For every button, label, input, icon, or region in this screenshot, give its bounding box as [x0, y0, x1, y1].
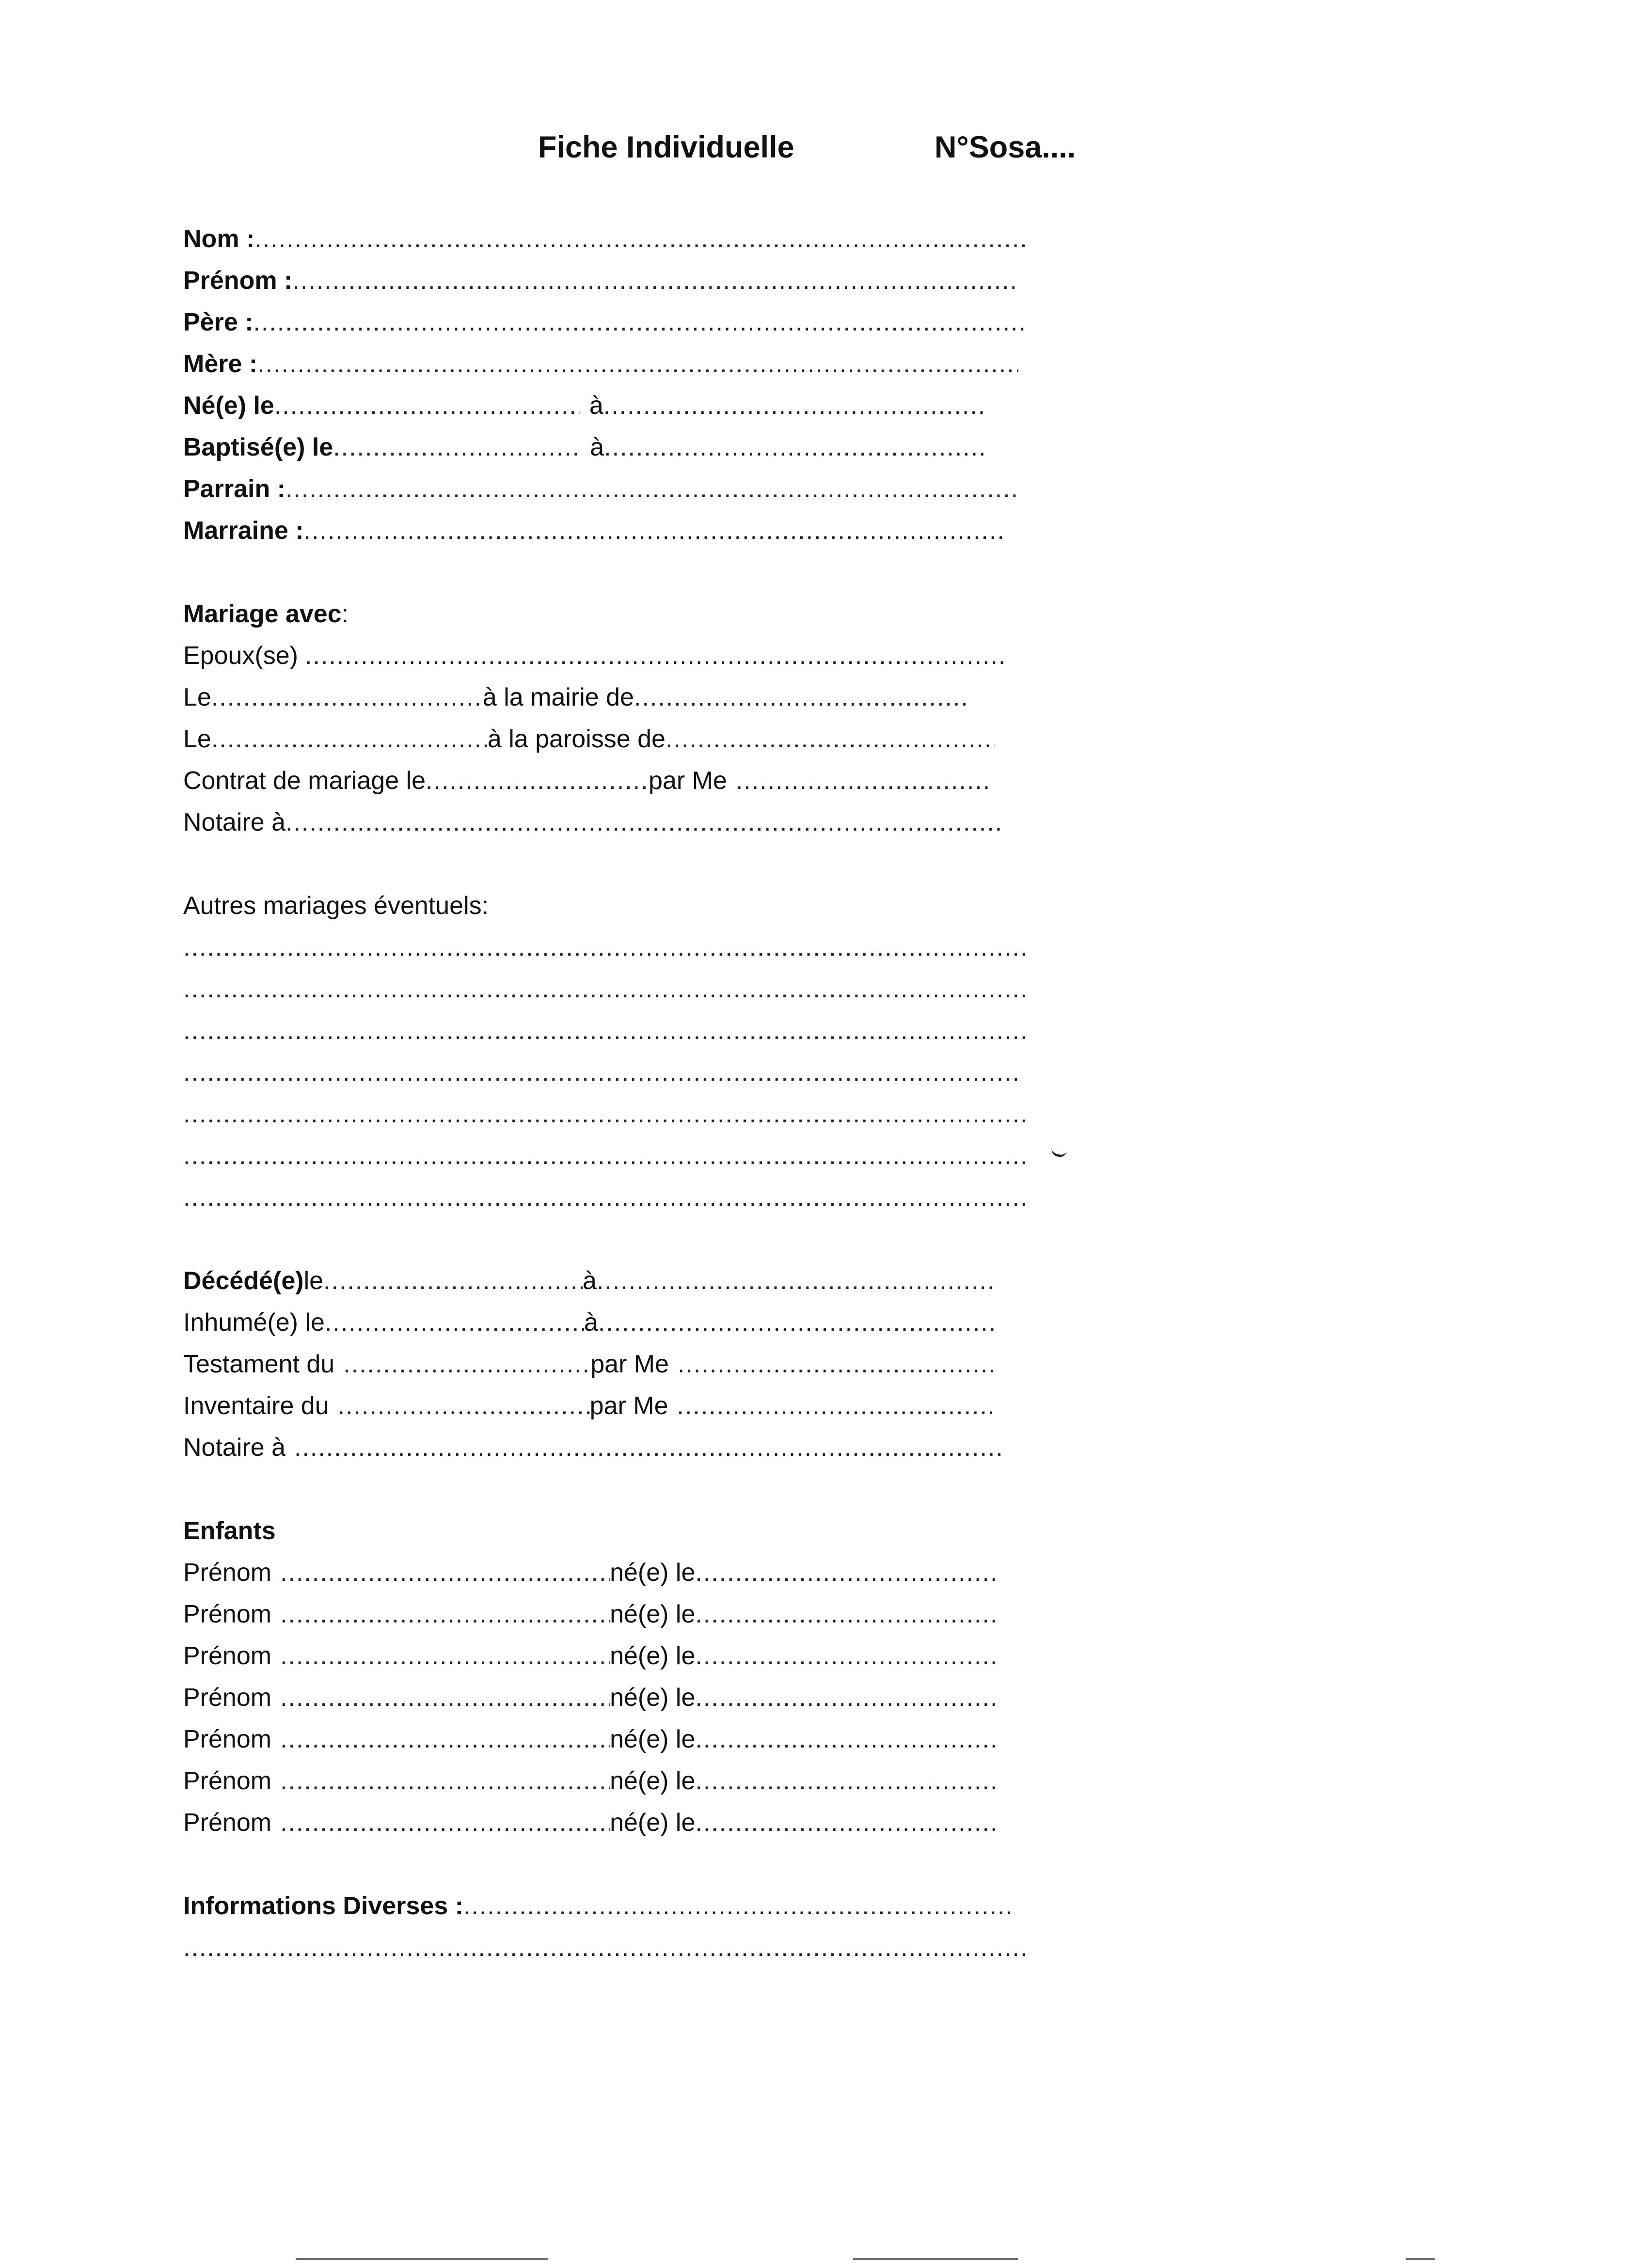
- enfant-date-field[interactable]: [695, 1718, 998, 1760]
- inventaire-notaire-field[interactable]: [677, 1385, 992, 1427]
- mairie-le-label: Le: [183, 683, 211, 711]
- testament-date-field[interactable]: [343, 1343, 590, 1385]
- mariage-notaire-row: [183, 802, 1003, 843]
- mairie-label: à la mairie de: [482, 683, 634, 711]
- enfants-heading-row: [183, 1510, 276, 1552]
- autres-mariages-field[interactable]: [183, 1052, 1022, 1093]
- enfant-nee-le-label: né(e) le: [610, 1767, 696, 1795]
- enfant-row: [183, 1677, 998, 1718]
- autres-mariages-line: [183, 1010, 1027, 1052]
- mariage-heading: Mariage avec: [183, 600, 342, 628]
- autres-mariages-line: [183, 968, 1027, 1010]
- enfant-row: [183, 1802, 998, 1843]
- autres-mariages-field[interactable]: [183, 1093, 1027, 1135]
- enfant-nee-le-label: né(e) le: [610, 1600, 696, 1628]
- enfant-prenom-label: Prénom: [183, 1559, 272, 1587]
- bapteme-lieu-field[interactable]: [604, 426, 987, 468]
- parrain-label: Parrain :: [183, 475, 285, 503]
- pere-label: Père :: [183, 308, 254, 336]
- enfants-heading: Enfants: [183, 1517, 276, 1545]
- nom-label: Nom :: [183, 225, 255, 253]
- enfant-date-field[interactable]: [695, 1635, 998, 1677]
- informations-extra-field[interactable]: [183, 1927, 1027, 1969]
- autres-mariages-line: [183, 927, 1027, 968]
- scan-artifact: [296, 2258, 548, 2260]
- deces-notaire-row: [183, 1427, 1004, 1468]
- pere-row: [183, 301, 1024, 343]
- contrat-label: Contrat de mariage le: [183, 767, 426, 795]
- enfant-date-field[interactable]: [695, 1677, 998, 1718]
- enfant-prenom-label: Prénom: [183, 1809, 272, 1837]
- autres-mariages-heading-row: [183, 885, 489, 927]
- inventaire-label: Inventaire du: [183, 1392, 329, 1420]
- scan-artifact: [853, 2258, 1018, 2260]
- mariage-notaire-field[interactable]: [285, 802, 1003, 843]
- autres-mariages-field[interactable]: [183, 1135, 1027, 1177]
- contrat-row: [183, 760, 988, 802]
- nom-row: [183, 218, 1025, 260]
- enfant-row: [183, 1718, 998, 1760]
- deces-a-label: à: [583, 1267, 597, 1295]
- sosa-number: N°Sosa....: [935, 130, 1076, 164]
- enfant-nee-le-label: né(e) le: [610, 1725, 696, 1753]
- enfant-nee-le-label: né(e) le: [610, 1559, 696, 1587]
- decede-le-label: le: [303, 1267, 324, 1295]
- autres-mariages-field[interactable]: [183, 968, 1027, 1010]
- inhumation-row: [183, 1302, 996, 1343]
- enfant-prenom-field[interactable]: [280, 1635, 610, 1677]
- naissance-date-field[interactable]: [274, 385, 580, 426]
- enfant-row: [183, 1760, 998, 1802]
- enfant-date-field[interactable]: [695, 1760, 998, 1802]
- inhume-le-label: Inhumé(e) le: [183, 1308, 325, 1337]
- enfant-prenom-label: Prénom: [183, 1642, 272, 1670]
- paroisse-lieu-field[interactable]: [666, 718, 995, 760]
- marraine-row: [183, 510, 1004, 551]
- enfant-prenom-label: Prénom: [183, 1767, 272, 1795]
- mairie-date-field[interactable]: [211, 677, 483, 718]
- enfant-prenom-field[interactable]: [280, 1718, 610, 1760]
- mere-field[interactable]: [257, 343, 1018, 385]
- enfant-nee-le-label: né(e) le: [610, 1684, 696, 1712]
- ne-le-label: Né(e) le: [183, 392, 274, 420]
- informations-label: Informations Diverses :: [183, 1892, 463, 1920]
- autres-mariages-line: [183, 1093, 1027, 1135]
- epoux-field[interactable]: [305, 635, 1008, 677]
- paroisse-le-label: Le: [183, 725, 211, 753]
- deces-notaire-field[interactable]: [294, 1427, 1004, 1468]
- epoux-label: Epoux(se): [183, 642, 298, 670]
- autres-mariages-heading: Autres mariages éventuels:: [183, 892, 489, 920]
- deces-row: [183, 1260, 994, 1302]
- naissance-a-label: à: [589, 392, 603, 420]
- inhumation-a-label: à: [584, 1308, 598, 1337]
- mariage-heading-row: [183, 593, 349, 635]
- enfant-prenom-field[interactable]: [280, 1802, 610, 1843]
- autres-mariages-field[interactable]: [183, 1010, 1027, 1052]
- mere-row: [183, 343, 1018, 385]
- naissance-row: [183, 385, 986, 426]
- bapteme-date-field[interactable]: [333, 426, 580, 468]
- autres-mariages-line: [183, 1052, 1022, 1093]
- enfant-nee-le-label: né(e) le: [610, 1642, 696, 1670]
- autres-mariages-line: [183, 1177, 1027, 1218]
- contrat-date-field[interactable]: [426, 760, 649, 802]
- mere-label: Mère :: [183, 350, 258, 378]
- scan-speck: [1050, 1148, 1067, 1158]
- bapteme-a-label: à: [590, 433, 604, 461]
- autres-mariages-field[interactable]: [183, 1177, 1027, 1218]
- naissance-lieu-field[interactable]: [603, 385, 986, 426]
- enfant-prenom-label: Prénom: [183, 1684, 272, 1712]
- prenom-row: [183, 260, 1014, 301]
- autres-mariages-field[interactable]: [183, 927, 1027, 968]
- informations-field[interactable]: [463, 1885, 1014, 1927]
- enfant-prenom-label: Prénom: [183, 1600, 272, 1628]
- testament-par-me-label: par Me: [590, 1350, 669, 1378]
- deces-date-field[interactable]: [323, 1260, 583, 1302]
- informations-line: [183, 1927, 1027, 1969]
- enfant-date-field[interactable]: [695, 1802, 998, 1843]
- contrat-par-me-label: par Me: [649, 767, 727, 795]
- testament-label: Testament du: [183, 1350, 335, 1378]
- enfant-prenom-label: Prénom: [183, 1725, 272, 1753]
- testament-notaire-field[interactable]: [678, 1343, 993, 1385]
- paroisse-date-field[interactable]: [211, 718, 488, 760]
- enfant-prenom-field[interactable]: [280, 1760, 610, 1802]
- enfant-row: [183, 1552, 998, 1593]
- bapteme-row: [183, 426, 987, 468]
- enfant-date-field[interactable]: [695, 1552, 998, 1593]
- autres-mariages-line: [183, 1135, 1027, 1177]
- epoux-row: [183, 635, 1008, 677]
- parrain-row: [183, 468, 1017, 510]
- paroisse-label: à la paroisse de: [487, 725, 666, 753]
- enfant-row: [183, 1593, 998, 1635]
- nom-field[interactable]: [254, 218, 1025, 260]
- informations-row: [183, 1885, 1014, 1927]
- paroisse-row: [183, 718, 995, 760]
- testament-row: [183, 1343, 993, 1385]
- enfant-nee-le-label: né(e) le: [610, 1809, 696, 1837]
- mairie-row: [183, 677, 968, 718]
- marraine-field[interactable]: [304, 510, 1004, 551]
- mariage-heading-colon: :: [341, 600, 349, 628]
- decede-label: Décédé(e): [183, 1267, 304, 1295]
- pere-field[interactable]: [254, 301, 1024, 343]
- mairie-lieu-field[interactable]: [634, 677, 968, 718]
- enfant-prenom-field[interactable]: [280, 1593, 610, 1635]
- enfant-prenom-field[interactable]: [280, 1677, 610, 1718]
- prenom-label: Prénom :: [183, 267, 293, 295]
- baptise-le-label: Baptisé(e) le: [183, 433, 333, 461]
- deces-lieu-field[interactable]: [597, 1260, 994, 1302]
- inhumation-lieu-field[interactable]: [598, 1302, 996, 1343]
- document-title: Fiche Individuelle: [538, 130, 794, 164]
- enfant-prenom-field[interactable]: [280, 1552, 610, 1593]
- inventaire-row: [183, 1385, 992, 1427]
- marraine-label: Marraine :: [183, 517, 304, 545]
- mariage-notaire-label: Notaire à: [183, 808, 285, 836]
- enfant-row: [183, 1635, 998, 1677]
- parrain-field[interactable]: [285, 468, 1017, 510]
- enfant-date-field[interactable]: [695, 1593, 998, 1635]
- contrat-notaire-field[interactable]: [736, 760, 988, 802]
- inhumation-date-field[interactable]: [325, 1302, 584, 1343]
- inventaire-date-field[interactable]: [338, 1385, 590, 1427]
- inventaire-par-me-label: par Me: [589, 1392, 668, 1420]
- deces-notaire-label: Notaire à: [183, 1433, 285, 1462]
- scan-artifact: [1406, 2258, 1435, 2260]
- prenom-field[interactable]: [292, 260, 1014, 301]
